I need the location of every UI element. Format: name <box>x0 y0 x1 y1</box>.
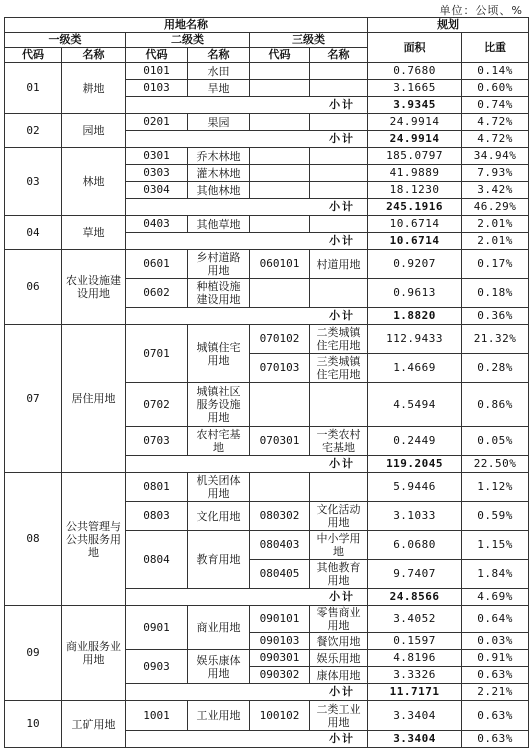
level3-name: 二类城镇住宅用地 <box>310 325 368 354</box>
level2-name: 其他林地 <box>188 182 250 199</box>
level2-code: 0602 <box>126 279 188 308</box>
level2-code: 0701 <box>126 325 188 383</box>
ratio-value: 0.64% <box>462 606 529 633</box>
level3-name: 二类工业用地 <box>310 701 368 731</box>
level1-name: 公共管理与公共服务用地 <box>62 473 126 606</box>
level3-code: 070301 <box>250 427 310 456</box>
subtotal-area: 3.3404 <box>368 731 462 748</box>
level1-name: 草地 <box>62 216 126 250</box>
level1-header: 一级类 <box>5 33 126 48</box>
subtotal-ratio: 4.72% <box>462 131 529 148</box>
level3-name: 餐饮用地 <box>310 633 368 650</box>
area-value: 10.6714 <box>368 216 462 233</box>
ratio-value: 0.86% <box>462 383 529 427</box>
level2-name: 乡村道路用地 <box>188 250 250 279</box>
level3-code: 060101 <box>250 250 310 279</box>
level3-code: 080403 <box>250 531 310 560</box>
level2-code: 0601 <box>126 250 188 279</box>
level3-code: 070102 <box>250 325 310 354</box>
level3-code: 090302 <box>250 667 310 684</box>
level3-header: 三级类 <box>250 33 368 48</box>
ratio-value: 0.59% <box>462 502 529 531</box>
ratio-value: 0.63% <box>462 701 529 731</box>
level2-name: 教育用地 <box>188 531 250 589</box>
area-value: 41.9889 <box>368 165 462 182</box>
area-header: 面积 <box>368 33 462 63</box>
subtotal-area: 245.1916 <box>368 199 462 216</box>
ratio-value: 0.14% <box>462 63 529 80</box>
ratio-value: 1.15% <box>462 531 529 560</box>
level1-code: 03 <box>5 148 62 216</box>
subtotal-ratio: 46.29% <box>462 199 529 216</box>
level3-name: 文化活动用地 <box>310 502 368 531</box>
ratio-value: 34.94% <box>462 148 529 165</box>
level2-code: 0703 <box>126 427 188 456</box>
name-header: 名称 <box>62 48 126 63</box>
ratio-value: 0.60% <box>462 80 529 97</box>
level2-name: 水田 <box>188 63 250 80</box>
level2-code: 0103 <box>126 80 188 97</box>
level2-name: 商业用地 <box>188 606 250 650</box>
area-value: 9.7407 <box>368 560 462 589</box>
table-row <box>5 325 529 354</box>
area-value: 1.4669 <box>368 354 462 383</box>
level2-code: 0201 <box>126 114 188 131</box>
area-value: 24.9914 <box>368 114 462 131</box>
subtotal-area: 24.9914 <box>368 131 462 148</box>
area-value: 4.8196 <box>368 650 462 667</box>
level2-name: 种植设施建设用地 <box>188 279 250 308</box>
level2-name: 工业用地 <box>188 701 250 731</box>
land-name-header: 用地名称 <box>5 18 368 33</box>
level1-name: 居住用地 <box>62 325 126 473</box>
ratio-value: 0.17% <box>462 250 529 279</box>
area-value: 5.9446 <box>368 473 462 502</box>
ratio-value: 2.01% <box>462 216 529 233</box>
plan-header: 规划 <box>368 18 529 33</box>
level1-name: 耕地 <box>62 63 126 114</box>
unit-note: 单位：公顷、% <box>439 4 523 17</box>
subtotal-label: 小计 <box>126 199 368 216</box>
level2-name: 城镇社区服务设施用地 <box>188 383 250 427</box>
ratio-value: 21.32% <box>462 325 529 354</box>
level1-name: 工矿用地 <box>62 701 126 748</box>
level3-code: 090101 <box>250 606 310 633</box>
level3-name: 其他教育用地 <box>310 560 368 589</box>
level1-code: 01 <box>5 63 62 114</box>
subtotal-label: 小计 <box>126 456 368 473</box>
subtotal-label: 小计 <box>126 233 368 250</box>
table-row <box>5 63 529 80</box>
level3-name: 娱乐用地 <box>310 650 368 667</box>
level3-code: 080302 <box>250 502 310 531</box>
level3-name: 中小学用地 <box>310 531 368 560</box>
level2-code: 0903 <box>126 650 188 684</box>
table-row <box>5 148 529 165</box>
subtotal-ratio: 22.50% <box>462 456 529 473</box>
level2-name: 文化用地 <box>188 502 250 531</box>
level3-name: 一类农村宅基地 <box>310 427 368 456</box>
level3-name: 康体用地 <box>310 667 368 684</box>
level2-code: 0801 <box>126 473 188 502</box>
level2-code: 1001 <box>126 701 188 731</box>
area-value: 18.1230 <box>368 182 462 199</box>
name-header: 名称 <box>310 48 368 63</box>
ratio-value: 0.63% <box>462 667 529 684</box>
level1-name: 农业设施建设用地 <box>62 250 126 325</box>
level2-code: 0301 <box>126 148 188 165</box>
ratio-value: 0.28% <box>462 354 529 383</box>
level1-code: 09 <box>5 606 62 701</box>
area-value: 0.9613 <box>368 279 462 308</box>
level2-name: 农村宅基地 <box>188 427 250 456</box>
subtotal-ratio: 0.63% <box>462 731 529 748</box>
level1-code: 08 <box>5 473 62 606</box>
subtotal-label: 小计 <box>126 589 368 606</box>
level3-code: 090103 <box>250 633 310 650</box>
level1-name: 林地 <box>62 148 126 216</box>
level2-name: 旱地 <box>188 80 250 97</box>
level2-code: 0901 <box>126 606 188 650</box>
subtotal-area: 1.8820 <box>368 308 462 325</box>
ratio-value: 3.42% <box>462 182 529 199</box>
area-value: 3.4052 <box>368 606 462 633</box>
ratio-value: 0.05% <box>462 427 529 456</box>
ratio-value: 7.93% <box>462 165 529 182</box>
level1-code: 02 <box>5 114 62 148</box>
code-header: 代码 <box>126 48 188 63</box>
subtotal-ratio: 2.01% <box>462 233 529 250</box>
land-use-table <box>4 17 529 748</box>
level3-name: 三类城镇住宅用地 <box>310 354 368 383</box>
level2-header: 二级类 <box>126 33 250 48</box>
area-value: 4.5494 <box>368 383 462 427</box>
area-value: 3.1665 <box>368 80 462 97</box>
table-row <box>5 216 529 233</box>
table-row <box>5 250 529 279</box>
level2-code: 0403 <box>126 216 188 233</box>
ratio-value: 1.12% <box>462 473 529 502</box>
subtotal-label: 小计 <box>126 131 368 148</box>
level1-name: 商业服务业用地 <box>62 606 126 701</box>
subtotal-ratio: 0.36% <box>462 308 529 325</box>
level2-name: 其他草地 <box>188 216 250 233</box>
table-row <box>5 701 529 731</box>
level1-name: 园地 <box>62 114 126 148</box>
subtotal-ratio: 0.74% <box>462 97 529 114</box>
subtotal-ratio: 2.21% <box>462 684 529 701</box>
code-header: 代码 <box>250 48 310 63</box>
level2-name: 机关团体用地 <box>188 473 250 502</box>
level2-code: 0304 <box>126 182 188 199</box>
area-value: 3.1033 <box>368 502 462 531</box>
ratio-value: 0.03% <box>462 633 529 650</box>
level1-code: 06 <box>5 250 62 325</box>
level1-code: 07 <box>5 325 62 473</box>
code-header: 代码 <box>5 48 62 63</box>
area-value: 0.7680 <box>368 63 462 80</box>
subtotal-area: 10.6714 <box>368 233 462 250</box>
ratio-header: 比重 <box>462 33 529 63</box>
level2-code: 0101 <box>126 63 188 80</box>
header-row-2 <box>5 33 529 48</box>
ratio-value: 4.72% <box>462 114 529 131</box>
area-value: 112.9433 <box>368 325 462 354</box>
subtotal-area: 24.8566 <box>368 589 462 606</box>
area-value: 0.2449 <box>368 427 462 456</box>
level3-name: 村道用地 <box>310 250 368 279</box>
level3-code: 080405 <box>250 560 310 589</box>
table-row <box>5 606 529 633</box>
name-header: 名称 <box>188 48 250 63</box>
area-value: 0.1597 <box>368 633 462 650</box>
header-row-1 <box>5 18 529 33</box>
ratio-value: 1.84% <box>462 560 529 589</box>
level2-name: 乔木林地 <box>188 148 250 165</box>
level2-code: 0804 <box>126 531 188 589</box>
table-row <box>5 114 529 131</box>
area-value: 185.0797 <box>368 148 462 165</box>
level2-code: 0702 <box>126 383 188 427</box>
subtotal-area: 11.7171 <box>368 684 462 701</box>
ratio-value: 0.18% <box>462 279 529 308</box>
subtotal-label: 小计 <box>126 684 368 701</box>
subtotal-label: 小计 <box>126 731 368 748</box>
area-value: 6.0680 <box>368 531 462 560</box>
level1-code: 04 <box>5 216 62 250</box>
subtotal-label: 小计 <box>126 97 368 114</box>
subtotal-area: 119.2045 <box>368 456 462 473</box>
level2-name: 果园 <box>188 114 250 131</box>
level2-name: 城镇住宅用地 <box>188 325 250 383</box>
subtotal-area: 3.9345 <box>368 97 462 114</box>
subtotal-ratio: 4.69% <box>462 589 529 606</box>
ratio-value: 0.91% <box>462 650 529 667</box>
level2-code: 0803 <box>126 502 188 531</box>
level2-name: 娱乐康体用地 <box>188 650 250 684</box>
area-value: 0.9207 <box>368 250 462 279</box>
level3-name: 零售商业用地 <box>310 606 368 633</box>
table-row <box>5 473 529 502</box>
level2-code: 0303 <box>126 165 188 182</box>
area-value: 3.3326 <box>368 667 462 684</box>
subtotal-label: 小计 <box>126 308 368 325</box>
level1-code: 10 <box>5 701 62 748</box>
level3-code: 100102 <box>250 701 310 731</box>
area-value: 3.3404 <box>368 701 462 731</box>
level3-code: 070103 <box>250 354 310 383</box>
level2-name: 灌木林地 <box>188 165 250 182</box>
level3-code: 090301 <box>250 650 310 667</box>
